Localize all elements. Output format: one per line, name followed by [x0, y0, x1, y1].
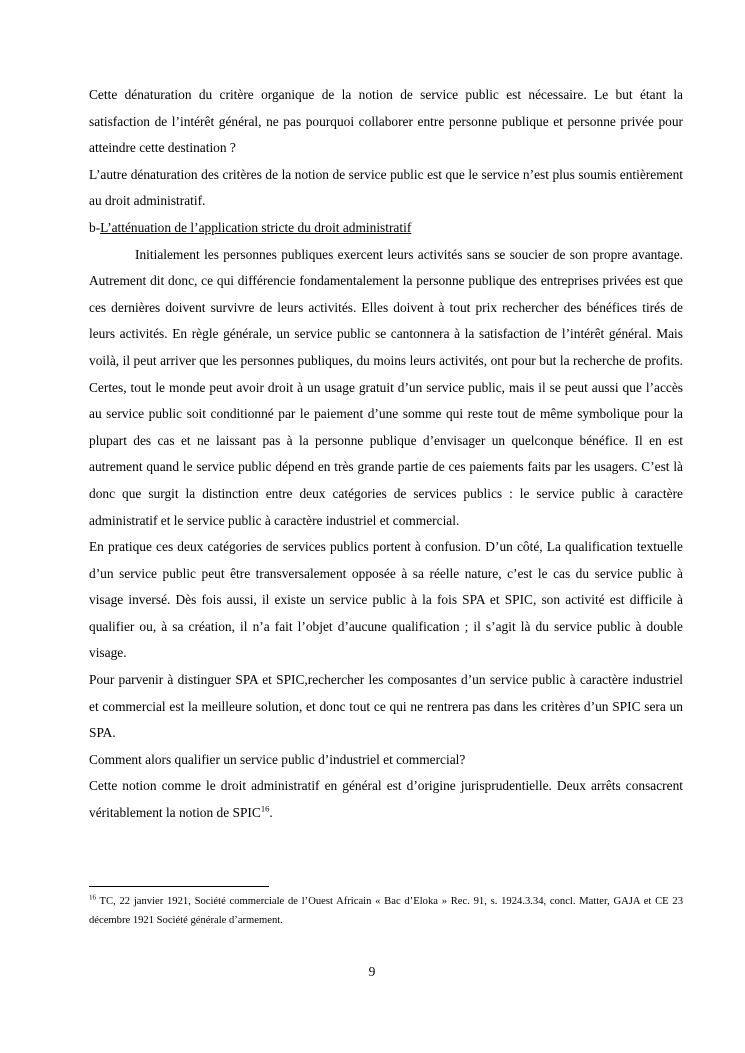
paragraph-4: En pratique ces deux catégories de services publics portent à confusion. D’un côté, La qualification textuelle d’un service public peut être transversalement opposée à sa réelle nature, c’est le cas du service public à visage inversé. Dès fois aussi, il existe un service public à la fois SPA et SPIC, son activité est difficile à qualifier ou, à sa création, il n’a fait l’objet d’aucune qualification ; il s’agit là du service public à double visage. — [89, 539, 683, 661]
footnote — [89, 892, 683, 930]
paragraph-7-text: Cette notion comme le droit administratif en général est d’origine jurisprudentielle. Deux arrêts consacrent véritablement la notion de SPIC — [89, 778, 683, 821]
page-number: 9 — [368, 964, 376, 979]
paragraph-2: L’autre dénaturation des critères de la notion de service public est que le service n’est plus soumis entièrement au droit administratif. — [89, 166, 683, 209]
section-heading-prefix: b- — [89, 219, 101, 235]
section-heading-title: L’atténuation de l’application stricte du droit administratif — [100, 219, 412, 235]
footnote-marker: 16 — [89, 893, 96, 902]
footnote-reference[interactable]: 16 — [260, 803, 270, 814]
paragraph-1: Cette dénaturation du critère organique de la notion de service public est nécessaire. Le but étant la satisfaction de l’intérêt général, ne pas pourquoi collaborer entre personne publique et personne privée pour atteindre cette destination ? — [89, 87, 683, 156]
footnote-text: TC, 22 janvier 1921, Société commerciale de l’Ouest Africain « Bac d’Eloka » Rec. 91, s. 1924.3.34, concl. Matter, GAJA et CE 23 décembre 1921 Société générale d’armement. — [89, 896, 683, 926]
paragraph-7 — [89, 773, 683, 826]
section-heading — [89, 215, 683, 242]
body-text — [89, 82, 683, 827]
paragraph-6: Comment alors qualifier un service public d’industriel et commercial? — [89, 751, 466, 767]
footnote-separator — [89, 886, 269, 887]
paragraph-5: Pour parvenir à distinguer SPA et SPIC,rechercher les composantes d’un service public à caractère industriel et commercial est la meilleure solution, et donc tout ce qui ne rentrera pas dans les critères d’un SPIC sera un SPA. — [89, 672, 683, 741]
paragraph-3: Initialement les personnes publiques exercent leurs activités sans se soucier de son propre avantage. Autrement dit donc, ce qui différencie fondamentalement la personne publique des entreprises privées est que ces dernières doivent survivre de leurs activités. Elles doivent à tout prix rechercher des bénéfices tirés de leurs activités. En règle générale, un service public se cantonnera à la satisfaction de l’intérêt général. Mais voilà, il peut arriver que les personnes publiques, du moins leurs activités, ont pour but la recherche de profits. Certes, tout le monde peut avoir droit à un usage gratuit d’un service public, mais il se peut aussi que l’accès au service public soit conditionné par le paiement d’une somme qui reste tout de même symbolique pour la plupart des cas et ne laissant pas à la personne publique d’envisager un quelconque bénéfice. Il en est autrement quand le service public dépend en très grande partie de ces paiements faits par les usagers. C’est là donc que surgit la distinction entre deux catégories de services publics : le service public à caractère administratif et le service public à caractère industriel et commercial. — [89, 246, 683, 528]
paragraph-7-end: . — [269, 805, 273, 821]
